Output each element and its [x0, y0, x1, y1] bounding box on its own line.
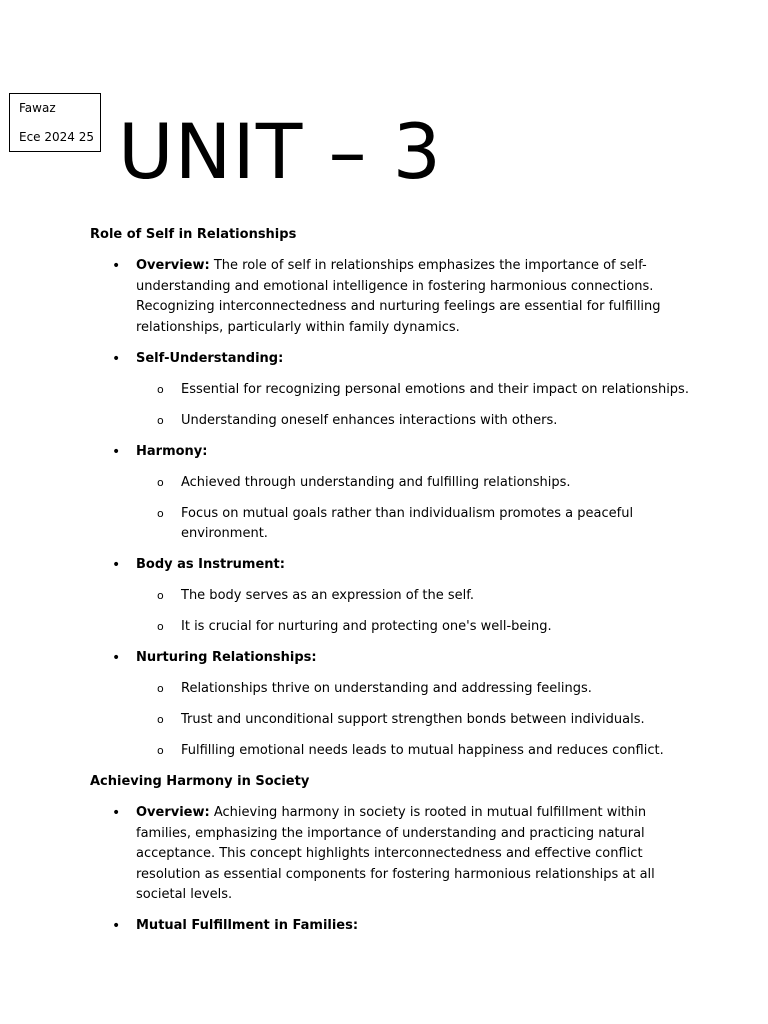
sub-item-text: Understanding oneself enhances interactions with others.	[181, 412, 558, 428]
sub-bullet-glyph: o	[157, 682, 164, 695]
sub-item	[90, 679, 690, 700]
sub-bullet-glyph: o	[157, 744, 164, 757]
page-title: UNIT – 3	[118, 107, 442, 196]
topic-item	[90, 648, 690, 669]
document-body	[90, 225, 690, 947]
course-code: Ece 2024 25	[19, 130, 94, 144]
sub-item-text: Trust and unconditional support strengthen bonds between individuals.	[181, 712, 645, 727]
sub-bullet-glyph: o	[157, 413, 164, 427]
sub-bullet-glyph: o	[157, 382, 164, 396]
topic-label: Harmony:	[136, 443, 208, 459]
overview-label: Overview:	[136, 805, 210, 820]
sub-item	[90, 617, 690, 638]
sub-bullet-glyph: o	[157, 475, 164, 489]
topic-label: Self-Understanding:	[136, 350, 284, 366]
overview-text: Achieving harmony in society is rooted in mutual fulfillment within families, emphasizing the importance of understanding and practicing natural acceptance. This concept highlights interconnectedness and effective conflict resolution as essential components for fostering harmonious relationships at all societal levels.	[136, 805, 655, 902]
topic-label: Body as Instrument:	[136, 557, 285, 572]
sub-item-text: Focus on mutual goals rather than individualism promotes a peaceful environment.	[181, 505, 634, 541]
overview-label: Overview:	[136, 258, 210, 273]
sub-bullet-glyph: o	[157, 620, 164, 633]
topic-label: Mutual Fulfillment in Families:	[136, 918, 359, 933]
bullet-glyph: •	[112, 918, 121, 934]
sub-item	[90, 586, 690, 607]
sub-item	[90, 380, 690, 401]
bullet-glyph: •	[112, 350, 121, 367]
sub-item-text: Fulfilling emotional needs leads to mutual happiness and reduces conflict.	[181, 743, 664, 758]
sub-item	[90, 741, 690, 762]
section-heading: Achieving Harmony in Society	[90, 774, 310, 789]
sub-item	[90, 710, 690, 731]
sub-bullet-glyph: o	[157, 589, 164, 602]
sub-item-text: It is crucial for nurturing and protecting one's well-being.	[181, 619, 552, 634]
bullet-glyph: •	[112, 805, 121, 821]
sub-item	[90, 504, 690, 545]
topic-label: Nurturing Relationships:	[136, 650, 317, 665]
author-info-box	[9, 93, 101, 152]
bullet-glyph: •	[112, 557, 121, 573]
overview-text: The role of self in relationships emphasizes the importance of self-understanding and emotional intelligence in fostering harmonious connections. Recognizing interconnectedness and nurturing feelings are essential for fulfilling relationships, particularly within family dynamics.	[136, 258, 661, 335]
section-heading: Role of Self in Relationships	[90, 227, 297, 242]
overview-item	[90, 803, 690, 906]
sub-item-text: The body serves as an expression of the self.	[181, 588, 475, 603]
sub-item	[90, 473, 690, 494]
sub-bullet-glyph: o	[157, 506, 164, 520]
topic-item	[90, 555, 690, 576]
sub-item-text: Relationships thrive on understanding and addressing feelings.	[181, 681, 592, 696]
topic-item	[90, 442, 690, 463]
bullet-glyph: •	[112, 443, 121, 460]
sub-item-text: Achieved through understanding and fulfilling relationships.	[181, 474, 571, 490]
author-name: Fawaz	[19, 101, 56, 115]
topic-item	[90, 916, 690, 937]
bullet-glyph: •	[112, 258, 121, 274]
topic-item	[90, 349, 690, 370]
sub-item	[90, 411, 690, 432]
sub-bullet-glyph: o	[157, 713, 164, 726]
bullet-glyph: •	[112, 650, 121, 666]
overview-item	[90, 256, 690, 338]
sub-item-text: Essential for recognizing personal emotions and their impact on relationships.	[181, 381, 689, 397]
